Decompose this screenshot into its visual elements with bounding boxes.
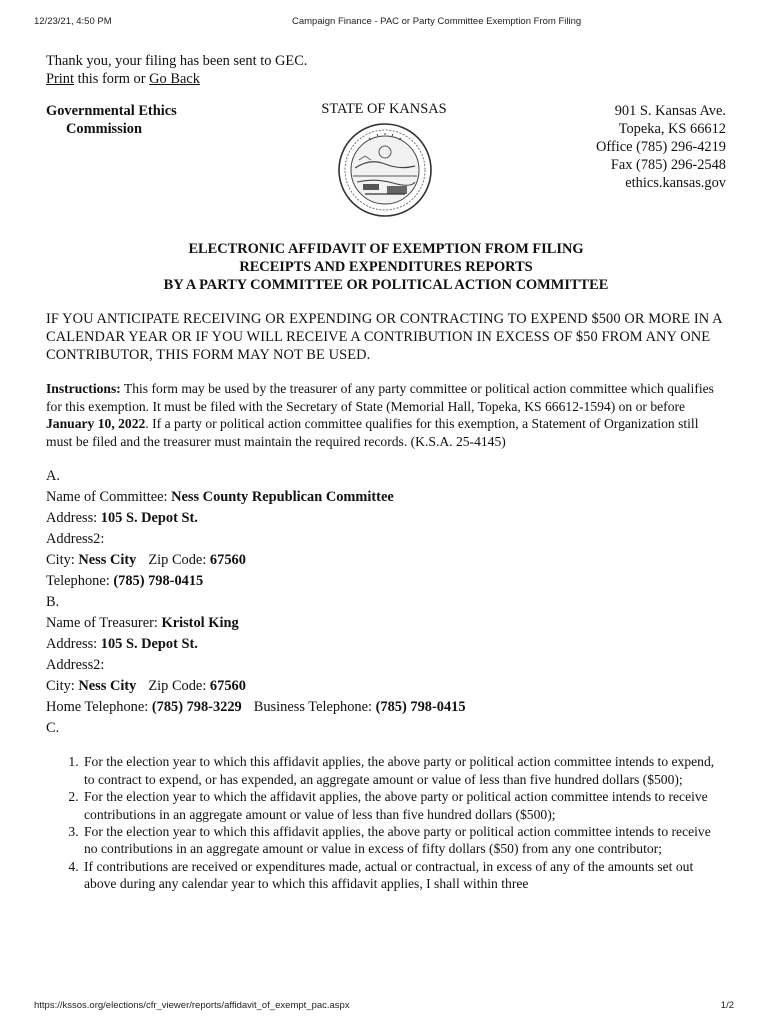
committee-phone-row (46, 571, 726, 592)
agency-name-line2: Commission (66, 121, 142, 137)
agency-address (596, 102, 726, 192)
address-fax: Fax (785) 296-2548 (610, 157, 726, 173)
committee-address2-row: Address2: (46, 531, 105, 548)
section-b-label: B. (46, 594, 60, 611)
kansas-state-seal-icon (335, 120, 435, 220)
section-b (46, 592, 726, 739)
committee-name-value: Ness County Republican Committee (171, 489, 394, 506)
confirmation-middle-text: this form or (74, 71, 150, 87)
confirmation-message: Thank you, your filing has been sent to GEC. (46, 53, 308, 69)
print-page-title: Campaign Finance - PAC or Party Committee Exemption From Filing (292, 16, 582, 27)
business-phone-value: (785) 798-0415 (375, 699, 466, 716)
document-body (46, 52, 726, 893)
list-item: 2. For the election year to which the affidavit applies, the above party or political action committee intends to receive contributions in an aggregate amount or value of less than five hundred dollars ($500); (82, 788, 726, 823)
affidavit-conditions-list (46, 753, 726, 892)
treasurer-name-label: Name of Treasurer: (46, 615, 162, 632)
section-a (46, 466, 726, 592)
instructions (46, 380, 726, 450)
treasurer-address-label: Address: (46, 636, 101, 653)
agency-name-line1: Governmental Ethics (46, 103, 177, 119)
instructions-label: Instructions: (46, 381, 121, 396)
treasurer-city-value: Ness City (78, 678, 137, 695)
committee-address-row (46, 508, 726, 529)
treasurer-zip-label: Zip Code: (148, 678, 210, 695)
filing-deadline: January 10, 2022 (46, 416, 146, 432)
committee-zip-value: 67560 (209, 552, 246, 569)
warning-notice: IF YOU ANTICIPATE RECEIVING OR EXPENDING OR CONTRACTING TO EXPEND $500 OR MORE IN A CALENDAR YEAR OR IF YOU WILL RECEIVE A CONTRIBUTION IN EXCESS OF $50 FROM ANY ONE CONTRIBUTOR, THIS FORM MAY NOT BE USED. (46, 311, 722, 363)
committee-phone-value: (785) 798-0415 (113, 573, 204, 590)
instructions-text-1: This form may be used by the treasurer of any party committee or political action committee which qualifies for this exemption. It must be filed with the Secretary of State (Memorial Hall, Topeka, KS 66612-1594) on or before (46, 381, 714, 414)
address-city: Topeka, KS 66612 (618, 121, 726, 137)
list-item: 4. If contributions are received or expenditures made, actual or contractual, in excess of any of the amounts set out above during any calendar year to which this affidavit applies, I shall within three (82, 858, 726, 893)
treasurer-phones-row (46, 697, 726, 718)
agency-name (46, 102, 177, 138)
committee-city-zip-row (46, 550, 726, 571)
committee-name-label: Name of Committee: (46, 489, 172, 506)
print-url: https://kssos.org/elections/cfr_viewer/reports/affidavit_of_exempt_pac.aspx (34, 1000, 350, 1011)
committee-phone-label: Telephone: (46, 573, 114, 590)
address-street: 901 S. Kansas Ave. (614, 103, 726, 119)
list-item: 1. For the election year to which this affidavit applies, the above party or political action committee intends to expend, to contract to expend, or has expended, an aggregate amount or value of less than five hundred dollars ($500); (82, 753, 726, 788)
home-phone-label: Home Telephone: (46, 699, 152, 716)
state-name: STATE OF KANSAS (321, 101, 447, 117)
treasurer-address-value: 105 S. Depot St. (100, 636, 198, 653)
confirmation-block (46, 52, 726, 88)
committee-city-value: Ness City (78, 552, 137, 569)
section-a-label: A. (46, 468, 60, 485)
committee-address-value: 105 S. Depot St. (100, 510, 198, 527)
letterhead (46, 100, 726, 200)
print-link[interactable]: Print (46, 71, 74, 87)
committee-zip-label: Zip Code: (148, 552, 210, 569)
address-website: ethics.kansas.gov (625, 175, 726, 191)
treasurer-zip-value: 67560 (209, 678, 246, 695)
print-datetime: 12/23/21, 4:50 PM (34, 16, 112, 27)
committee-city-label: City: (46, 552, 79, 569)
list-item: 3. For the election year to which this affidavit applies, the above party or political action committee intends to receive no contributions in an aggregate amount or value in excess of fifty dollars ($50) from any one contributor; (82, 823, 726, 858)
go-back-link[interactable]: Go Back (149, 71, 200, 87)
business-phone-label: Business Telephone: (253, 699, 376, 716)
section-c-label: C. (46, 720, 60, 737)
treasurer-city-zip-row (46, 676, 726, 697)
browser-print-header (34, 16, 734, 30)
print-page-number: 1/2 (720, 1000, 734, 1011)
form-title-line3: BY A PARTY COMMITTEE OR POLITICAL ACTION COMMITTEE (163, 277, 609, 293)
treasurer-address2-row: Address2: (46, 657, 105, 674)
browser-print-footer (34, 1000, 734, 1014)
form-title-line1: ELECTRONIC AFFIDAVIT OF EXEMPTION FROM FILING (188, 241, 584, 257)
home-phone-value: (785) 798-3229 (151, 699, 242, 716)
treasurer-address-row (46, 634, 726, 655)
confirmation-actions (46, 70, 726, 88)
committee-name-row (46, 487, 726, 508)
treasurer-name-row (46, 613, 726, 634)
committee-address-label: Address: (46, 510, 101, 527)
form-title (46, 240, 726, 294)
treasurer-city-label: City: (46, 678, 79, 695)
form-title-line2: RECEIPTS AND EXPENDITURES REPORTS (239, 259, 533, 275)
treasurer-name-value: Kristol King (161, 615, 239, 632)
address-office-phone: Office (785) 296-4219 (595, 139, 726, 155)
instructions-text-2: . If a party or political action committee qualifies for this exemption, a Statement of Organization still must be filed and the treasurer must maintain the required records. (K.S.A. 25-4145) (46, 416, 699, 449)
